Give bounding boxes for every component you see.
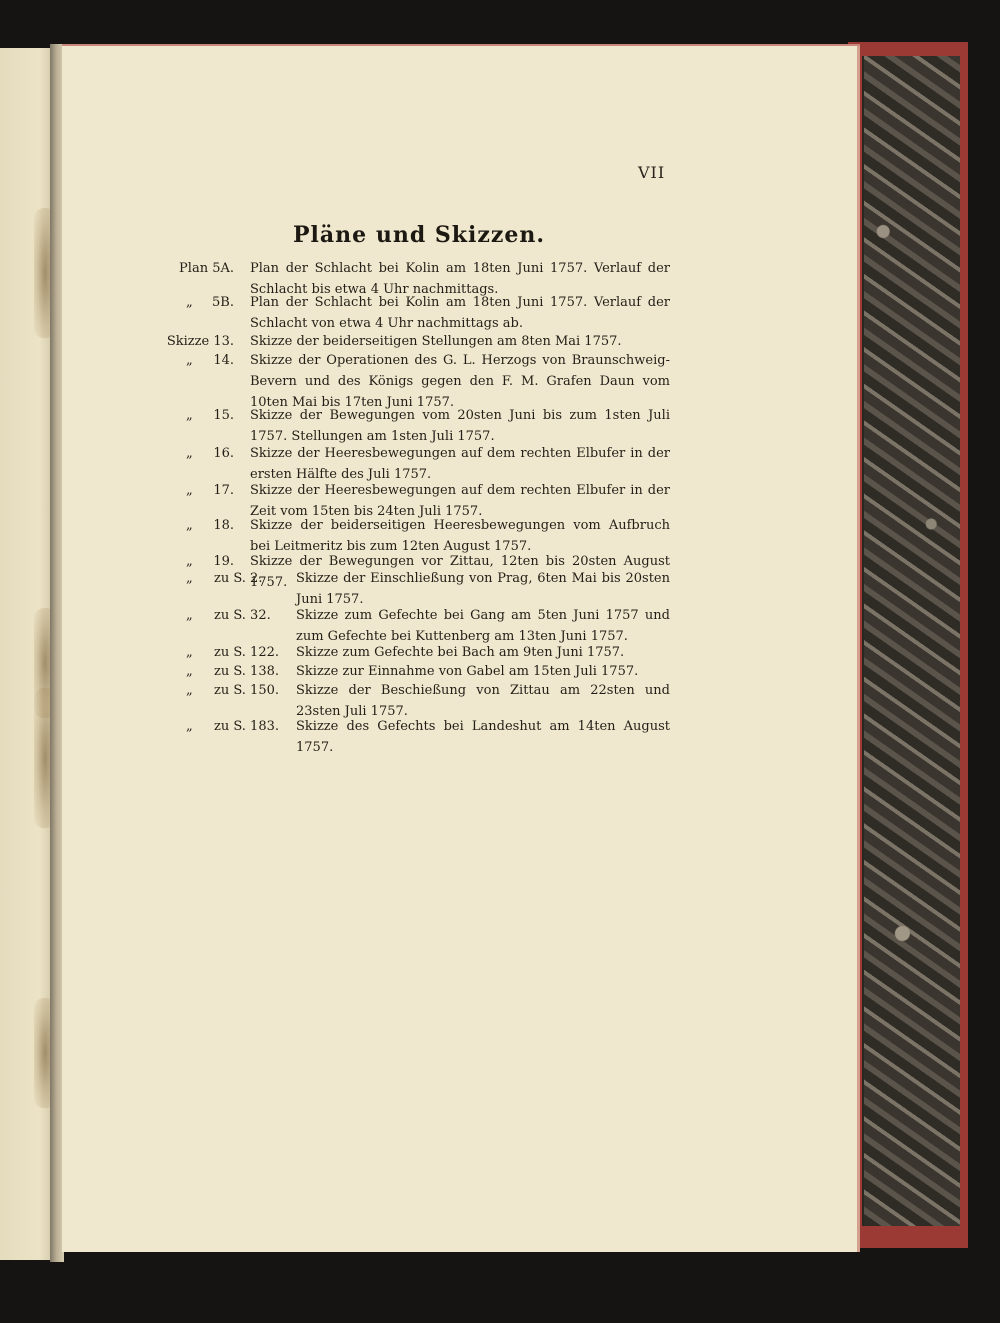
ditto-mark: „ xyxy=(186,483,193,498)
entry-text: Skizze der Heeresbewegungen auf dem rechten Elbufer in der ersten Hälfte des Juli 1757. xyxy=(250,446,670,482)
marbled-endpaper xyxy=(862,56,960,1226)
ditto-mark: „ xyxy=(186,408,193,423)
ditto-mark: „ xyxy=(186,446,193,461)
entry-text: Skizze zum Gefechte bei Bach am 9ten Juni 1757. xyxy=(296,645,625,660)
entry-label: Plan 5A. xyxy=(179,261,234,276)
entry-text: Skizze zum Gefechte bei Gang am 5ten Juni 1757 und zum Gefechte bei Kuttenberg am 13ten Juni 1757. xyxy=(296,608,670,644)
entry-text: Skizze der Bewegungen vor Zittau, 12ten bis 20sten August 1757. xyxy=(250,554,670,590)
entry-text: Skizze zur Einnahme von Gabel am 15ten Juli 1757. xyxy=(296,664,639,679)
entry-label: 16. xyxy=(213,446,234,461)
entry-text: Skizze der Operationen des G. L. Herzogs von Braunschweig-Bevern und des Königs gegen den F. M. Grafen Daun vom 10ten Mai bis 17ten Juni 1757. xyxy=(250,353,670,410)
left-page-edge xyxy=(0,48,57,1260)
entry-label: 19. xyxy=(213,554,234,569)
entry-label: 17. xyxy=(213,483,234,498)
entry-text: Plan der Schlacht bei Kolin am 18ten Juni 1757. Verlauf der Schlacht von etwa 4 Uhr nachmittags ab. xyxy=(250,295,670,331)
ditto-mark: „ xyxy=(186,571,193,586)
page-heading: Pläne und Skizzen. xyxy=(293,222,545,248)
entry-label: 5B. xyxy=(212,295,234,310)
entry-text: Skizze der beiderseitigen Heeresbewegungen vom Aufbruch bei Leitmeritz bis zum 12ten August 1757. xyxy=(250,518,670,554)
entry-label: Skizze 13. xyxy=(166,334,234,349)
ditto-mark: „ xyxy=(186,554,193,569)
ditto-mark: „ xyxy=(186,353,193,368)
ditto-mark: „ xyxy=(186,683,193,698)
ditto-mark: „ xyxy=(186,645,193,660)
entry-label: zu S. 122. xyxy=(214,645,280,660)
entry-label: 18. xyxy=(213,518,234,533)
entry-text: Skizze des Gefechts bei Landeshut am 14ten August 1757. xyxy=(296,719,670,755)
ditto-mark: „ xyxy=(186,719,193,734)
entry-text: Skizze der Heeresbewegungen auf dem rechten Elbufer in der Zeit vom 15ten bis 24ten Juli 1757. xyxy=(250,483,670,519)
entry-label: zu S. 183. xyxy=(214,719,280,734)
ditto-mark: „ xyxy=(186,518,193,533)
entry-label: 15. xyxy=(213,408,234,423)
entry-text: Skizze der Einschließung von Prag, 6ten Mai bis 20sten Juni 1757. xyxy=(296,571,670,607)
ditto-mark: „ xyxy=(186,608,193,623)
ditto-mark: „ xyxy=(186,664,193,679)
entry-text: Skizze der beiderseitigen Stellungen am 8ten Mai 1757. xyxy=(250,334,622,349)
entry-text: Skizze der Bewegungen vom 20sten Juni bis zum 1sten Juli 1757. Stellungen am 1sten Juli 1757. xyxy=(250,408,670,444)
entry-label: zu S. 150. xyxy=(214,683,280,698)
entry-text: Plan der Schlacht bei Kolin am 18ten Juni 1757. Verlauf der Schlacht bis etwa 4 Uhr nachmittags. xyxy=(250,261,670,297)
entry-label: 14. xyxy=(213,353,234,368)
entry-label: zu S. 32. xyxy=(214,608,271,623)
entry-label: zu S. 2. xyxy=(214,571,263,586)
entry-label: zu S. 138. xyxy=(214,664,280,679)
ditto-mark: „ xyxy=(186,295,193,310)
page-number: VII xyxy=(638,163,666,182)
entry-text: Skizze der Beschießung von Zittau am 22sten und 23sten Juli 1757. xyxy=(296,683,670,719)
